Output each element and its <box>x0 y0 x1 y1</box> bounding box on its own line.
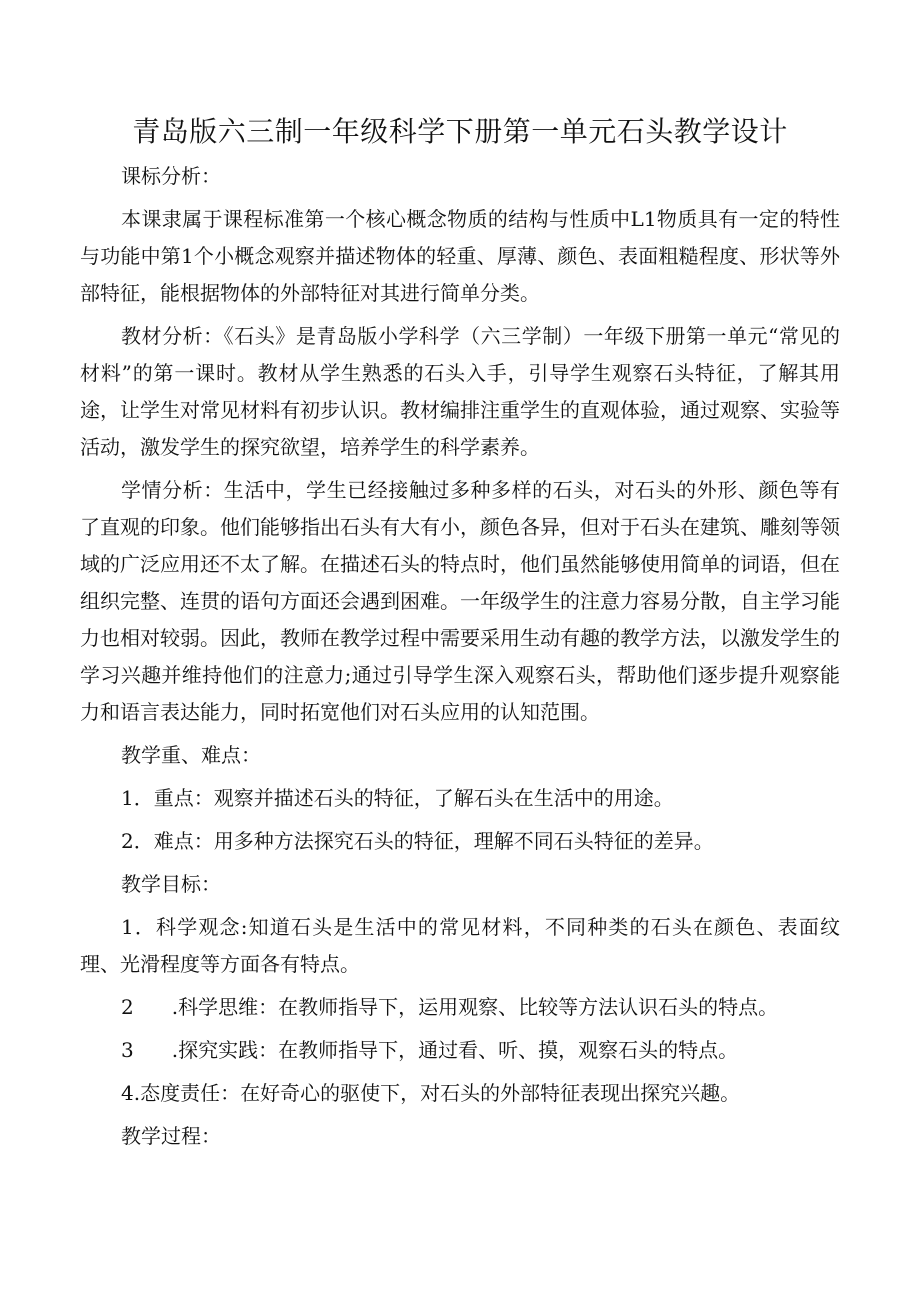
curriculum-heading: 课标分析： <box>121 164 221 188</box>
objective-2-number: 2 <box>121 995 134 1019</box>
curriculum-paragraph: 本课隶属于课程标准第一个核心概念物质的结构与性质中L1物质具有一定的特性与功能中第1个小概念观察并描述物体的轻重、厚薄、颜色、表面粗糙程度、形状等外部特征，能根据物体的外部特征对其进行简单分类。 <box>80 207 840 305</box>
objective-1: 1．科学观念:知道石头是生活中的常见材料，不同种类的石头在颜色、表面纹理、光滑程度等方面各有特点。 <box>80 915 840 976</box>
objective-3-text: .探究实践：在教师指导下，通过看、听、摸，观察石头的特点。 <box>171 1038 739 1062</box>
objective-2-text: .科学思维：在教师指导下，运用观察、比较等方法认识石头的特点。 <box>171 995 779 1019</box>
objective-3 <box>80 1032 840 1069</box>
objective-2 <box>80 989 840 1026</box>
key-point-1: 1．重点：观察并描述石头的特征，了解石头在生活中的用途。 <box>121 786 674 810</box>
document-body <box>80 158 840 1161</box>
student-analysis-paragraph: 学情分析：生活中，学生已经接触过多种多样的石头，对石头的外形、颜色等有了直观的印象。他们能够指出石头有大有小，颜色各异，但对于石头在建筑、雕刻等领域的广泛应用还不太了解。在描述石头的特点时，他们虽然能够使用简单的词语，但在组织完整、连贯的语句方面还会遇到困难。一年级学生的注意力容易分散，自主学习能力也相对较弱。因此，教师在教学过程中需要采用生动有趣的教学方法，以激发学生的学习兴趣并维持他们的注意力;通过引导学生深入观察石头，帮助他们逐步提升观察能力和语言表达能力，同时拓宽他们对石头应用的认知范围。 <box>80 478 840 724</box>
objective-4: 4.态度责任：在好奇心的驱使下，对石头的外部特征表现出探究兴趣。 <box>121 1081 741 1105</box>
objective-3-number: 3 <box>121 1038 134 1062</box>
key-points-heading: 教学重、难点： <box>121 743 261 767</box>
process-heading: 教学过程： <box>121 1124 221 1148</box>
textbook-analysis-paragraph: 教材分析：《石头》是青岛版小学科学（六三学制）一年级下册第一单元“常见的材料”的第一课时。教材从学生熟悉的石头入手，引导学生观察石头特征，了解其用途，让学生对常见材料有初步认识。教材编排注重学生的直观体验，通过观察、实验等活动，激发学生的探究欲望，培养学生的科学素养。 <box>80 324 840 459</box>
key-point-2: 2．难点：用多种方法探究石头的特征，理解不同石头特征的差异。 <box>121 829 714 853</box>
objectives-heading: 教学目标： <box>121 872 221 896</box>
document-title: 青岛版六三制一年级科学下册第一单元石头教学设计 <box>132 115 788 148</box>
